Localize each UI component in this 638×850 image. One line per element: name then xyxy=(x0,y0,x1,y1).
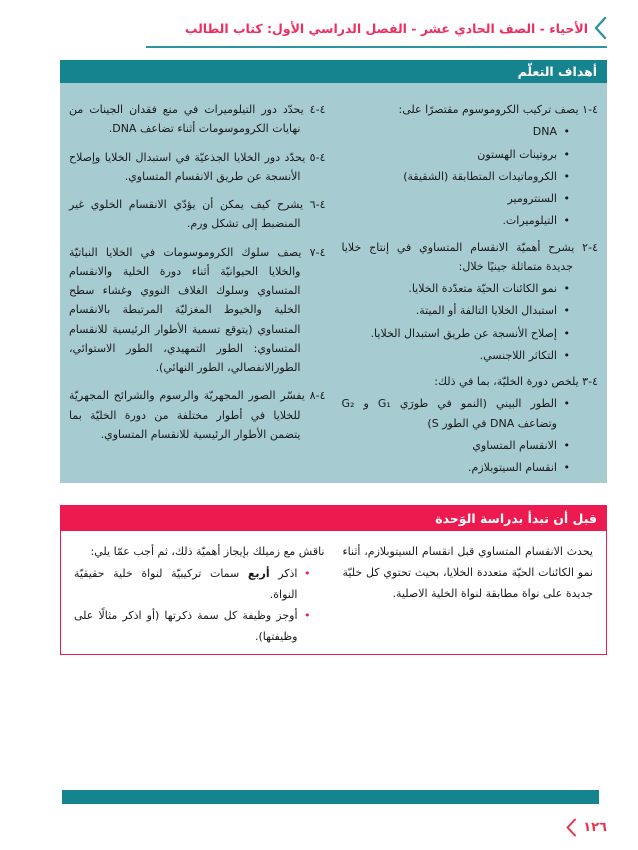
objective-heading xyxy=(342,238,599,277)
objective-text: يلخص دورة الخليّة، بما في ذلك: xyxy=(434,375,579,388)
bullet-item: • السنترومير xyxy=(342,189,571,208)
bullet-item: • التكاثر اللاجنسي. xyxy=(342,346,571,365)
task-bullet-list xyxy=(74,564,311,648)
bullet-item: • بروتينات الهستون xyxy=(342,145,571,164)
intro-paragraph: يحدث الانقسام المتساوي قبل انقسام السيتوبلازم، أثناء نمو الكائنات الحيّة متعددة الخلايا، بحيث تحتوي كل خليّة جديدة على نواة مطابقة لنواة الخلية الاصلية. xyxy=(342,545,593,600)
objective-text: يشرح أهميّة الانقسام المتساوي في إنتاج خلايا جديدة متماثلة جينيًا خلال: xyxy=(341,240,575,273)
before-unit-box-title: قبل أن تبدأ بدراسة الوَحدة xyxy=(60,505,607,531)
bullet-item: • نمو الكائنات الحيّة متعدّدة الخلايا. xyxy=(342,279,571,298)
objective-text: يصف تركيب الكروموسوم مقتصرًا على: xyxy=(398,103,579,116)
objective-number: ٤-٧ xyxy=(309,245,326,259)
before-right-column xyxy=(343,542,594,643)
discuss-prompt: ناقش مع زميلك بإيجاز أهميّة ذلك، ثم أجب عمّا يلي: xyxy=(90,545,325,558)
bullet-item xyxy=(74,606,311,648)
objective-bullet-list xyxy=(342,394,571,477)
page-header xyxy=(185,16,607,40)
objective-number: ٤-١ xyxy=(582,103,598,116)
objective-item xyxy=(342,100,599,231)
objective-item xyxy=(69,148,326,187)
bullet-text: أوجز وظيفة كل سمة ذكرتها (أو اذكر مثالًا على وظيفتها). xyxy=(74,608,298,643)
objective-bullet-list xyxy=(342,279,571,365)
objective-item xyxy=(69,386,326,444)
objective-item xyxy=(69,100,326,139)
objectives-right-column xyxy=(341,95,599,474)
bullet-text: سمات تركيبيّة لنواة خلية حقيقيّة النواة. xyxy=(74,566,298,601)
bullet-bold-text: أربع xyxy=(247,566,270,580)
objectives-box-title: أهداف التعلّم xyxy=(60,60,607,83)
bullet-item: • الانقسام المتساوي xyxy=(342,436,571,455)
bullet-item: • انقسام السيتوبلازم. xyxy=(342,458,571,477)
book-title: الأحياء - الصف الحادي عشر - الفصل الدراسي الأول: كتاب الطالب xyxy=(184,20,588,36)
objective-number: ٤-٦ xyxy=(309,198,326,211)
objective-number: ٤-٢ xyxy=(582,240,598,254)
objective-item xyxy=(69,195,326,234)
objective-item xyxy=(69,243,326,378)
objectives-left-column xyxy=(69,95,326,471)
footer-bar xyxy=(62,790,599,804)
objective-number: ٤-٨ xyxy=(309,389,326,403)
objective-heading xyxy=(342,372,599,391)
objective-text: يشرح كيف يمكن أن يؤدّي الانقسام الخلوي غير المنضبط إلى تشكل ورم. xyxy=(69,198,304,231)
objective-number: ٤-٥ xyxy=(309,150,326,164)
bullet-item xyxy=(74,564,311,606)
objectives-box-body xyxy=(60,83,607,483)
bullet-item: • DNA xyxy=(342,122,571,141)
objective-number: ٤-٤ xyxy=(309,103,326,116)
header-divider xyxy=(146,46,607,48)
bullet-item: • التيلوميرات. xyxy=(342,211,571,230)
objective-item xyxy=(342,372,599,477)
bullet-text: اذكر xyxy=(269,566,298,580)
bullet-item: • استبدال الخلايا التالفة أو الميتة. xyxy=(342,301,571,320)
objective-item xyxy=(342,238,599,366)
bullet-item: • الكروماتيدات المتطابقة (الشقيقة) xyxy=(342,167,571,186)
objective-text: يحدّد دور الخلايا الجذعيّة في استبدال الخلايا وإصلاح الأنسجة عن طريق الانقسام المتساوي. xyxy=(69,150,306,183)
before-unit-box-body xyxy=(60,531,607,655)
learning-objectives-box xyxy=(60,60,607,483)
bullet-item: • الطور البيني (النمو في طورَي G₁ و G₂ وتضاعف DNA في الطور S) xyxy=(342,394,571,433)
objective-text: يحدّد دور التيلوميرات في منع فقدان الجينات من نهايات الكروموسومات أثناء تضاعف DNA. xyxy=(69,103,304,136)
objective-text: يفسّر الصور المجهريّة والرسوم والشرائح المجهريّة للخلايا في أطوار مختلفة من دورة الخليّة بما يتضمن الأطوار الرئيسية للانقسام المتساوي. xyxy=(69,389,305,441)
objective-bullet-list xyxy=(342,122,571,230)
objective-number: ٤-٣ xyxy=(582,375,598,388)
page-number: ١٢٦ xyxy=(583,820,607,835)
bullet-item: • إصلاح الأنسجة عن طريق استبدال الخلايا. xyxy=(342,324,571,343)
before-unit-box xyxy=(60,505,607,655)
before-left-column xyxy=(74,542,325,643)
objective-text: يصف سلوك الكروموسومات في الخلايا النباتيّة والخلايا الحيوانيّة أثناء دورة الخلية والانقسام المتساوي وسلوك الغلاف النووي وغشاء سطح الخلية والخيوط المغزليّة المرتبطة بالانقسام المتساوي (يتوقع تسمية الأطوار الرئيسية للانقسام المتساوي: الطور التمهيدي، الطور الاستوائي، الطورالانفصالي، الطور النهائي). xyxy=(69,245,302,374)
chevron-back-icon xyxy=(566,818,577,837)
chevron-back-icon xyxy=(594,16,607,40)
page-number-row xyxy=(566,818,607,837)
objective-heading xyxy=(342,100,599,119)
